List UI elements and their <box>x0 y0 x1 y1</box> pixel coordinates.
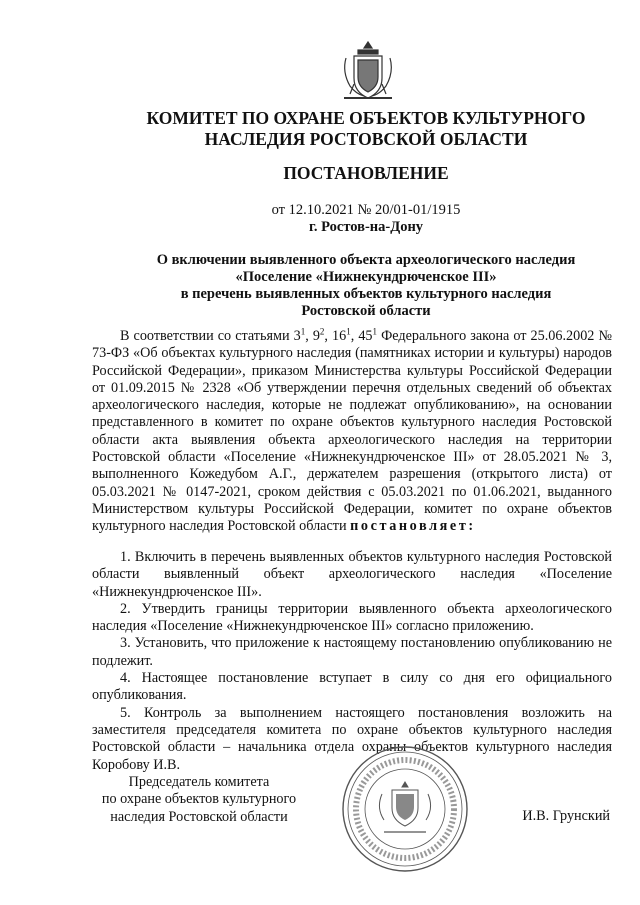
subject-line3: в перечень выявленных объектов культурного наследия <box>180 286 552 302</box>
committee-title <box>96 108 636 150</box>
committee-title-line1: КОМИТЕТ ПО ОХРАНЕ ОБЪЕКТОВ КУЛЬТУРНОГО <box>146 108 586 128</box>
subject-line4: Ростовской области <box>301 303 431 319</box>
committee-title-line2: НАСЛЕДИЯ РОСТОВСКОЙ ОБЛАСТИ <box>204 129 528 149</box>
official-seal-icon <box>340 744 470 874</box>
signer-position: Председатель комитета по охране объектов культурного наследия Ростовской области <box>101 774 297 825</box>
resolves-word: постановляет: <box>350 518 476 535</box>
city: г. Ростов-на-Дону <box>308 219 424 235</box>
resolution-item: 5. Контроль за выполнением настоящего постановления возложить на заместителя председателя комитета по охране объектов культурного наследия Ростовской области – начальника отдела охраны объектов культурного наследия Коробову И.В. <box>92 704 612 773</box>
date-and-number: от 12.10.2021 № 20/01-01/1915 <box>271 202 461 218</box>
document-subject <box>96 252 636 320</box>
resolution-item: 2. Утвердить границы территории выявленного объекта археологического наследия «Поселение «Нижнекундрюченское III» согласно приложению. <box>92 600 612 635</box>
subject-line1: О включении выявленного объекта археологического наследия <box>156 252 576 268</box>
signer-name: И.В. Грунский <box>522 808 610 824</box>
coat-of-arms-icon <box>340 38 396 104</box>
resolution-items <box>92 549 612 774</box>
resolution-item: 3. Установить, что приложение к настоящему постановлению опубликованию не подлежит. <box>92 635 612 669</box>
preamble-paragraph: В соответствии со статьями $3^1$, $9^2$, $16^1$, $45^1$ Федерального закона от 25.06.2002 № 73-ФЗ «Об объектах культурного наследия (памятниках истории и культуры) народов Российской Федерации», приказом Министерства культуры Российской Федерации от 01.09.2015 № 2328 «Об утверждении перечня отдельных сведений об объектах археологического наследия, которые не подлежат опубликованию», на основании представленного в комитет по охране объектов культурного наследия Ростовской области акта выявления объекта археологического наследия на территории Ростовской области «Поселение «Нижнекундрюченское III» от 28.05.2021 № 3, выполненного Кожедубом А.Г., держателем разрешения (открытого листа) от 05.03.2021 № 0147-2021, сроком действия с 05.03.2021 по 01.06.2021, выданного Министерством культуры Российской Федерации, комитет по охране объектов культурного наследия Ростовской области постановляет: <box>92 326 612 535</box>
document-type: ПОСТАНОВЛЕНИЕ <box>283 163 449 183</box>
resolution-item: 4. Настоящее постановление вступает в силу со дня его официального опубликования. <box>92 670 612 704</box>
resolution-item: 1. Включить в перечень выявленных объектов культурного наследия Ростовской области выявленный объект археологического наследия «Поселение «Нижнекундрюченское III». <box>92 549 612 600</box>
subject-line2: «Поселение «Нижнекундрюченское III» <box>235 269 497 285</box>
